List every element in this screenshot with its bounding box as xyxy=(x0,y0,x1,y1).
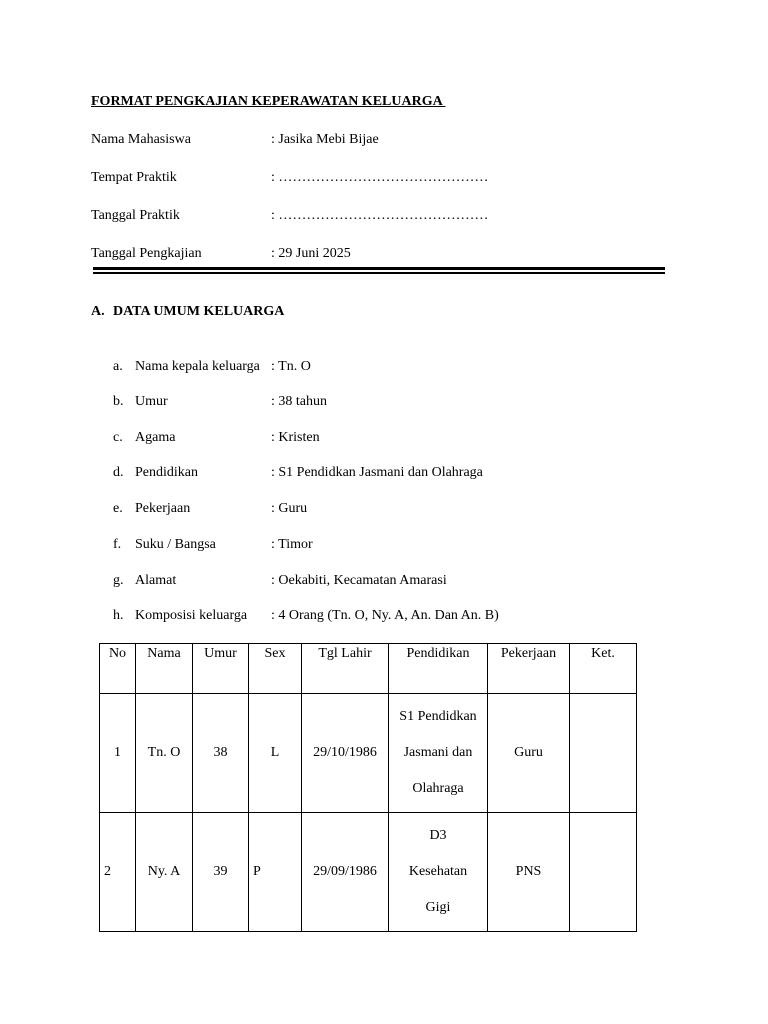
cell-sex: P xyxy=(249,813,302,932)
cell-pekerjaan: PNS xyxy=(488,813,570,932)
list-value: : Guru xyxy=(271,501,308,516)
column-header-no: No xyxy=(100,644,136,694)
cell-pendidikan-line: Jasmani dan xyxy=(403,745,473,760)
column-header-sex: Sex xyxy=(249,644,302,694)
cell-sex: L xyxy=(249,694,302,813)
cell-tgl-lahir: 29/10/1986 xyxy=(302,694,389,813)
cell-ket xyxy=(570,694,637,813)
cell-umur: 39 xyxy=(193,813,249,932)
cell-tgl-lahir: 29/09/1986 xyxy=(302,813,389,932)
list-value: : 4 Orang (Tn. O, Ny. A, An. Dan An. B) xyxy=(271,608,499,623)
cell-umur: 38 xyxy=(193,694,249,813)
list-value: : 38 tahun xyxy=(271,394,327,409)
list-label: Pekerjaan xyxy=(135,501,191,516)
column-header-ket: Ket. xyxy=(570,644,637,694)
section-letter: A. xyxy=(91,304,105,319)
field-value: : ……………………………………… xyxy=(271,170,489,185)
table-header-row xyxy=(100,644,637,694)
field-value: : 29 Juni 2025 xyxy=(271,246,351,261)
list-letter: a. xyxy=(113,359,123,374)
list-letter: h. xyxy=(113,608,124,623)
field-value: : Jasika Mebi Bijae xyxy=(271,132,379,147)
list-value: : Tn. O xyxy=(271,359,311,374)
list-label: Agama xyxy=(135,430,176,445)
cell-pendidikan-line: D3 xyxy=(429,828,447,843)
cell-pendidikan-line: S1 Pendidkan xyxy=(399,709,477,724)
cell-pekerjaan: Guru xyxy=(488,694,570,813)
column-header-pekerjaan: Pekerjaan xyxy=(488,644,570,694)
list-label: Umur xyxy=(135,394,168,409)
list-letter: e. xyxy=(113,501,123,516)
field-value: : ……………………………………… xyxy=(271,208,489,223)
column-header-pendidikan: Pendidikan xyxy=(389,644,488,694)
family-composition-table xyxy=(99,643,637,932)
list-value: : Oekabiti, Kecamatan Amarasi xyxy=(271,573,447,588)
list-label: Suku / Bangsa xyxy=(135,537,216,552)
document-title: FORMAT PENGKAJIAN KEPERAWATAN KELUARGA xyxy=(91,94,446,109)
list-value: : S1 Pendidkan Jasmani dan Olahraga xyxy=(271,465,483,480)
list-label: Pendidikan xyxy=(135,465,198,480)
section-a-heading xyxy=(91,304,284,320)
cell-nama: Tn. O xyxy=(136,694,193,813)
list-letter: g. xyxy=(113,573,124,588)
cell-pendidikan-line: Kesehatan xyxy=(408,864,468,879)
cell-ket xyxy=(570,813,637,932)
field-label: Tempat Praktik xyxy=(91,170,177,185)
cell-pendidikan-line: Olahraga xyxy=(412,781,464,796)
cell-pendidikan-line: Gigi xyxy=(425,900,451,915)
list-value: : Kristen xyxy=(271,430,320,445)
column-header-nama: Nama xyxy=(136,644,193,694)
list-letter: d. xyxy=(113,465,124,480)
double-rule-top xyxy=(93,267,665,270)
cell-nama: Ny. A xyxy=(136,813,193,932)
column-header-umur: Umur xyxy=(193,644,249,694)
list-label: Komposisi keluarga xyxy=(135,608,248,623)
double-rule-bottom xyxy=(93,272,665,274)
list-letter: f. xyxy=(113,537,122,552)
list-label: Alamat xyxy=(135,573,177,588)
cell-no: 2 xyxy=(100,813,136,932)
cell-pendidikan xyxy=(389,694,488,813)
cell-no: 1 xyxy=(100,694,136,813)
table-row xyxy=(100,694,637,813)
table-row xyxy=(100,813,637,932)
field-label: Tanggal Pengkajian xyxy=(91,246,202,261)
cell-pendidikan xyxy=(389,813,488,932)
column-header-tgl-lahir: Tgl Lahir xyxy=(302,644,389,694)
field-label: Nama Mahasiswa xyxy=(91,132,191,147)
list-letter: b. xyxy=(113,394,124,409)
section-title: DATA UMUM KELUARGA xyxy=(113,304,285,319)
list-label: Nama kepala keluarga xyxy=(135,359,260,374)
list-value: : Timor xyxy=(271,537,313,552)
list-letter: c. xyxy=(113,430,123,445)
field-label: Tanggal Praktik xyxy=(91,208,180,223)
